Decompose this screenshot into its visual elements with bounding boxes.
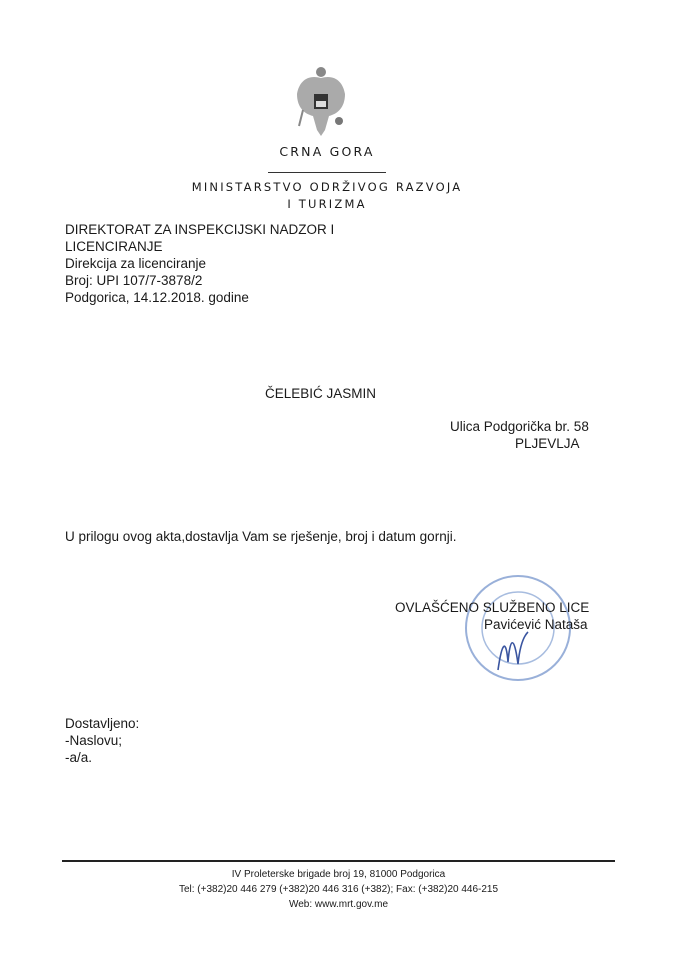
place-date: Podgorica, 14.12.2018. godine bbox=[65, 290, 249, 305]
ministry-line1: MINISTARSTVO ODRŽIVOG RAZVOJA bbox=[191, 180, 463, 194]
coat-of-arms-icon bbox=[293, 64, 349, 142]
signatory-name: Pavićević Nataša bbox=[484, 617, 588, 632]
directorate-line1: DIREKTORAT ZA INSPEKCIJSKI NADZOR I bbox=[65, 222, 335, 237]
delivered-item: -Naslovu; bbox=[65, 733, 123, 748]
recipient-city: PLJEVLJA bbox=[515, 436, 580, 451]
delivered-label: Dostavljeno: bbox=[65, 716, 140, 731]
footer-web: Web: www.mrt.gov.me bbox=[288, 899, 389, 910]
ministry-line2: I TURIZMA bbox=[287, 197, 367, 211]
footer-divider bbox=[62, 860, 615, 862]
recipient-name: ČELEBIĆ JASMIN bbox=[265, 386, 377, 401]
heading-divider bbox=[268, 172, 386, 173]
body-text: U prilogu ovog akta,dostavlja Vam se rješenje, broj i datum gornji. bbox=[65, 529, 457, 544]
footer-address: IV Proleterske brigade broj 19, 81000 Podgorica bbox=[231, 869, 446, 880]
country-heading: CRNA GORA bbox=[279, 144, 375, 159]
footer-phone: Tel: (+382)20 446 279 (+382)20 446 316 (+382); Fax: (+382)20 446-215 bbox=[178, 884, 499, 895]
department: Direkcija za licenciranje bbox=[65, 256, 207, 271]
recipient-street: Ulica Podgorička br. 58 bbox=[450, 419, 589, 434]
signatory-title: OVLAŠĆENO SLUŽBENO LICE bbox=[395, 600, 590, 615]
directorate-line2: LICENCIRANJE bbox=[65, 239, 163, 254]
delivered-item: -a/a. bbox=[65, 750, 93, 765]
reference-number: Broj: UPI 107/7-3878/2 bbox=[65, 273, 203, 288]
